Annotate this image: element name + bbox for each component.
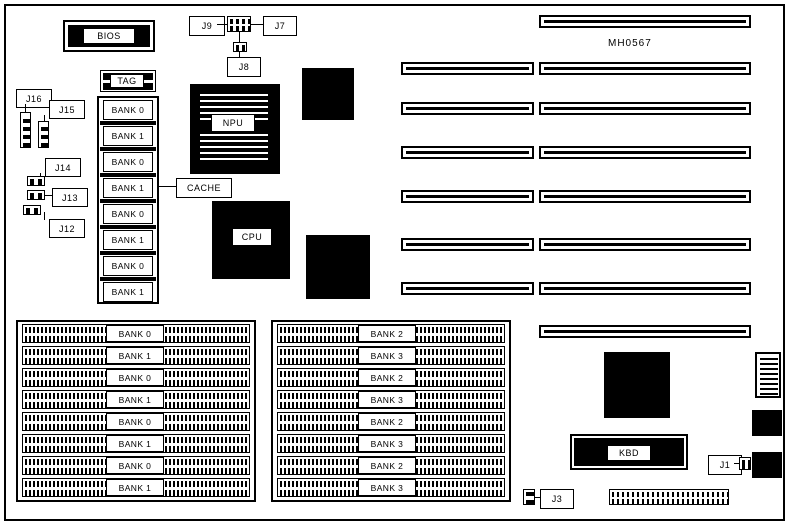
- simm-bank-label: BANK 0: [106, 325, 164, 342]
- jumper-leader-j13: [45, 195, 53, 196]
- jumper-label-j13: J13: [52, 188, 88, 207]
- jumper-leader-j9: [217, 24, 227, 25]
- simm-bank-label: BANK 1: [106, 347, 164, 364]
- expansion-slot: [539, 62, 751, 75]
- simm-bank-label: BANK 2: [358, 413, 416, 430]
- expansion-slot: [401, 102, 534, 115]
- io-pin-header: [609, 489, 729, 505]
- cache-divider: [100, 277, 156, 281]
- cache-leader-line: [159, 186, 177, 187]
- simm-bank-label: BANK 0: [106, 369, 164, 386]
- jumper-block-j3[interactable]: [523, 489, 535, 505]
- expansion-slot: [539, 190, 751, 203]
- simm-bank-label: BANK 3: [358, 347, 416, 364]
- expansion-slot: [539, 15, 751, 28]
- jumper-label-j9: J9: [189, 16, 225, 36]
- kbd-label: KBD: [607, 445, 651, 461]
- jumper-leader-j16: [25, 104, 26, 112]
- jumper-leader-j12: [44, 212, 45, 220]
- expansion-slot: [401, 238, 534, 251]
- jumper-leader-j8: [239, 32, 240, 42]
- cache-bank-row: BANK 0: [103, 256, 153, 276]
- jumper-block-j8[interactable]: [233, 42, 247, 52]
- jumper-label-j1: J1: [708, 455, 742, 475]
- expansion-slot: [539, 325, 751, 338]
- jumper-label-j16: J16: [16, 89, 52, 108]
- jumper-label-j15: J15: [49, 100, 85, 119]
- expansion-slot: [401, 190, 534, 203]
- power-connector: [755, 352, 781, 398]
- expansion-slot: [539, 238, 751, 251]
- cache-divider: [100, 251, 156, 255]
- jumper-block-j12[interactable]: [23, 205, 41, 215]
- simm-bank-label: BANK 2: [358, 457, 416, 474]
- expansion-slot: [401, 62, 534, 75]
- cache-divider: [100, 121, 156, 125]
- cache-bank-row: BANK 0: [103, 152, 153, 172]
- expansion-slot: [401, 282, 534, 295]
- simm-bank-label: BANK 1: [106, 479, 164, 496]
- simm-bank-label: BANK 1: [106, 435, 164, 452]
- cache-divider: [100, 199, 156, 203]
- cache-divider: [100, 225, 156, 229]
- cache-bank-row: BANK 0: [103, 100, 153, 120]
- simm-bank-label: BANK 2: [358, 369, 416, 386]
- cache-bank-row: BANK 1: [103, 178, 153, 198]
- chipset-qfp-middle: [306, 235, 370, 299]
- simm-bank-label: BANK 1: [106, 391, 164, 408]
- board-model-text: MH0567: [608, 38, 652, 49]
- edge-connector-lower: [752, 452, 782, 478]
- io-controller-chip: [604, 352, 670, 418]
- simm-bank-label: BANK 0: [106, 413, 164, 430]
- simm-bank-label: BANK 2: [358, 325, 416, 342]
- jumper-block-j9[interactable]: [227, 16, 251, 32]
- expansion-slot: [401, 146, 534, 159]
- jumper-block-j15[interactable]: [38, 121, 49, 148]
- cache-bank-row: BANK 0: [103, 204, 153, 224]
- cache-bank-row: BANK 1: [103, 230, 153, 250]
- cpu-label: CPU: [232, 228, 272, 246]
- simm-bank-label: BANK 3: [358, 479, 416, 496]
- simm-bank-label: BANK 0: [106, 457, 164, 474]
- simm-bank-label: BANK 3: [358, 391, 416, 408]
- tag-label: TAG: [110, 74, 144, 88]
- bios-label: BIOS: [83, 28, 135, 44]
- npu-label: NPU: [211, 114, 255, 132]
- jumper-label-j7: J7: [263, 16, 297, 36]
- jumper-block-j16[interactable]: [20, 112, 31, 148]
- jumper-block-j13[interactable]: [27, 190, 45, 200]
- edge-connector-upper: [752, 410, 782, 436]
- jumper-label-j3: J3: [540, 489, 574, 509]
- simm-bank-label: BANK 3: [358, 435, 416, 452]
- jumper-leader-j7: [251, 24, 263, 25]
- jumper-label-j12: J12: [49, 219, 85, 238]
- expansion-slot: [539, 282, 751, 295]
- cache-divider: [100, 147, 156, 151]
- cache-bank-row: BANK 1: [103, 282, 153, 302]
- expansion-slot: [539, 102, 751, 115]
- cache-label: CACHE: [176, 178, 232, 198]
- jumper-block-j1[interactable]: [739, 457, 751, 470]
- jumper-label-j8: J8: [227, 57, 261, 77]
- cache-divider: [100, 173, 156, 177]
- chipset-qfp-top: [302, 68, 354, 120]
- jumper-block-j14[interactable]: [27, 176, 45, 186]
- jumper-label-j14: J14: [45, 158, 81, 177]
- cache-bank-row: BANK 1: [103, 126, 153, 146]
- expansion-slot: [539, 146, 751, 159]
